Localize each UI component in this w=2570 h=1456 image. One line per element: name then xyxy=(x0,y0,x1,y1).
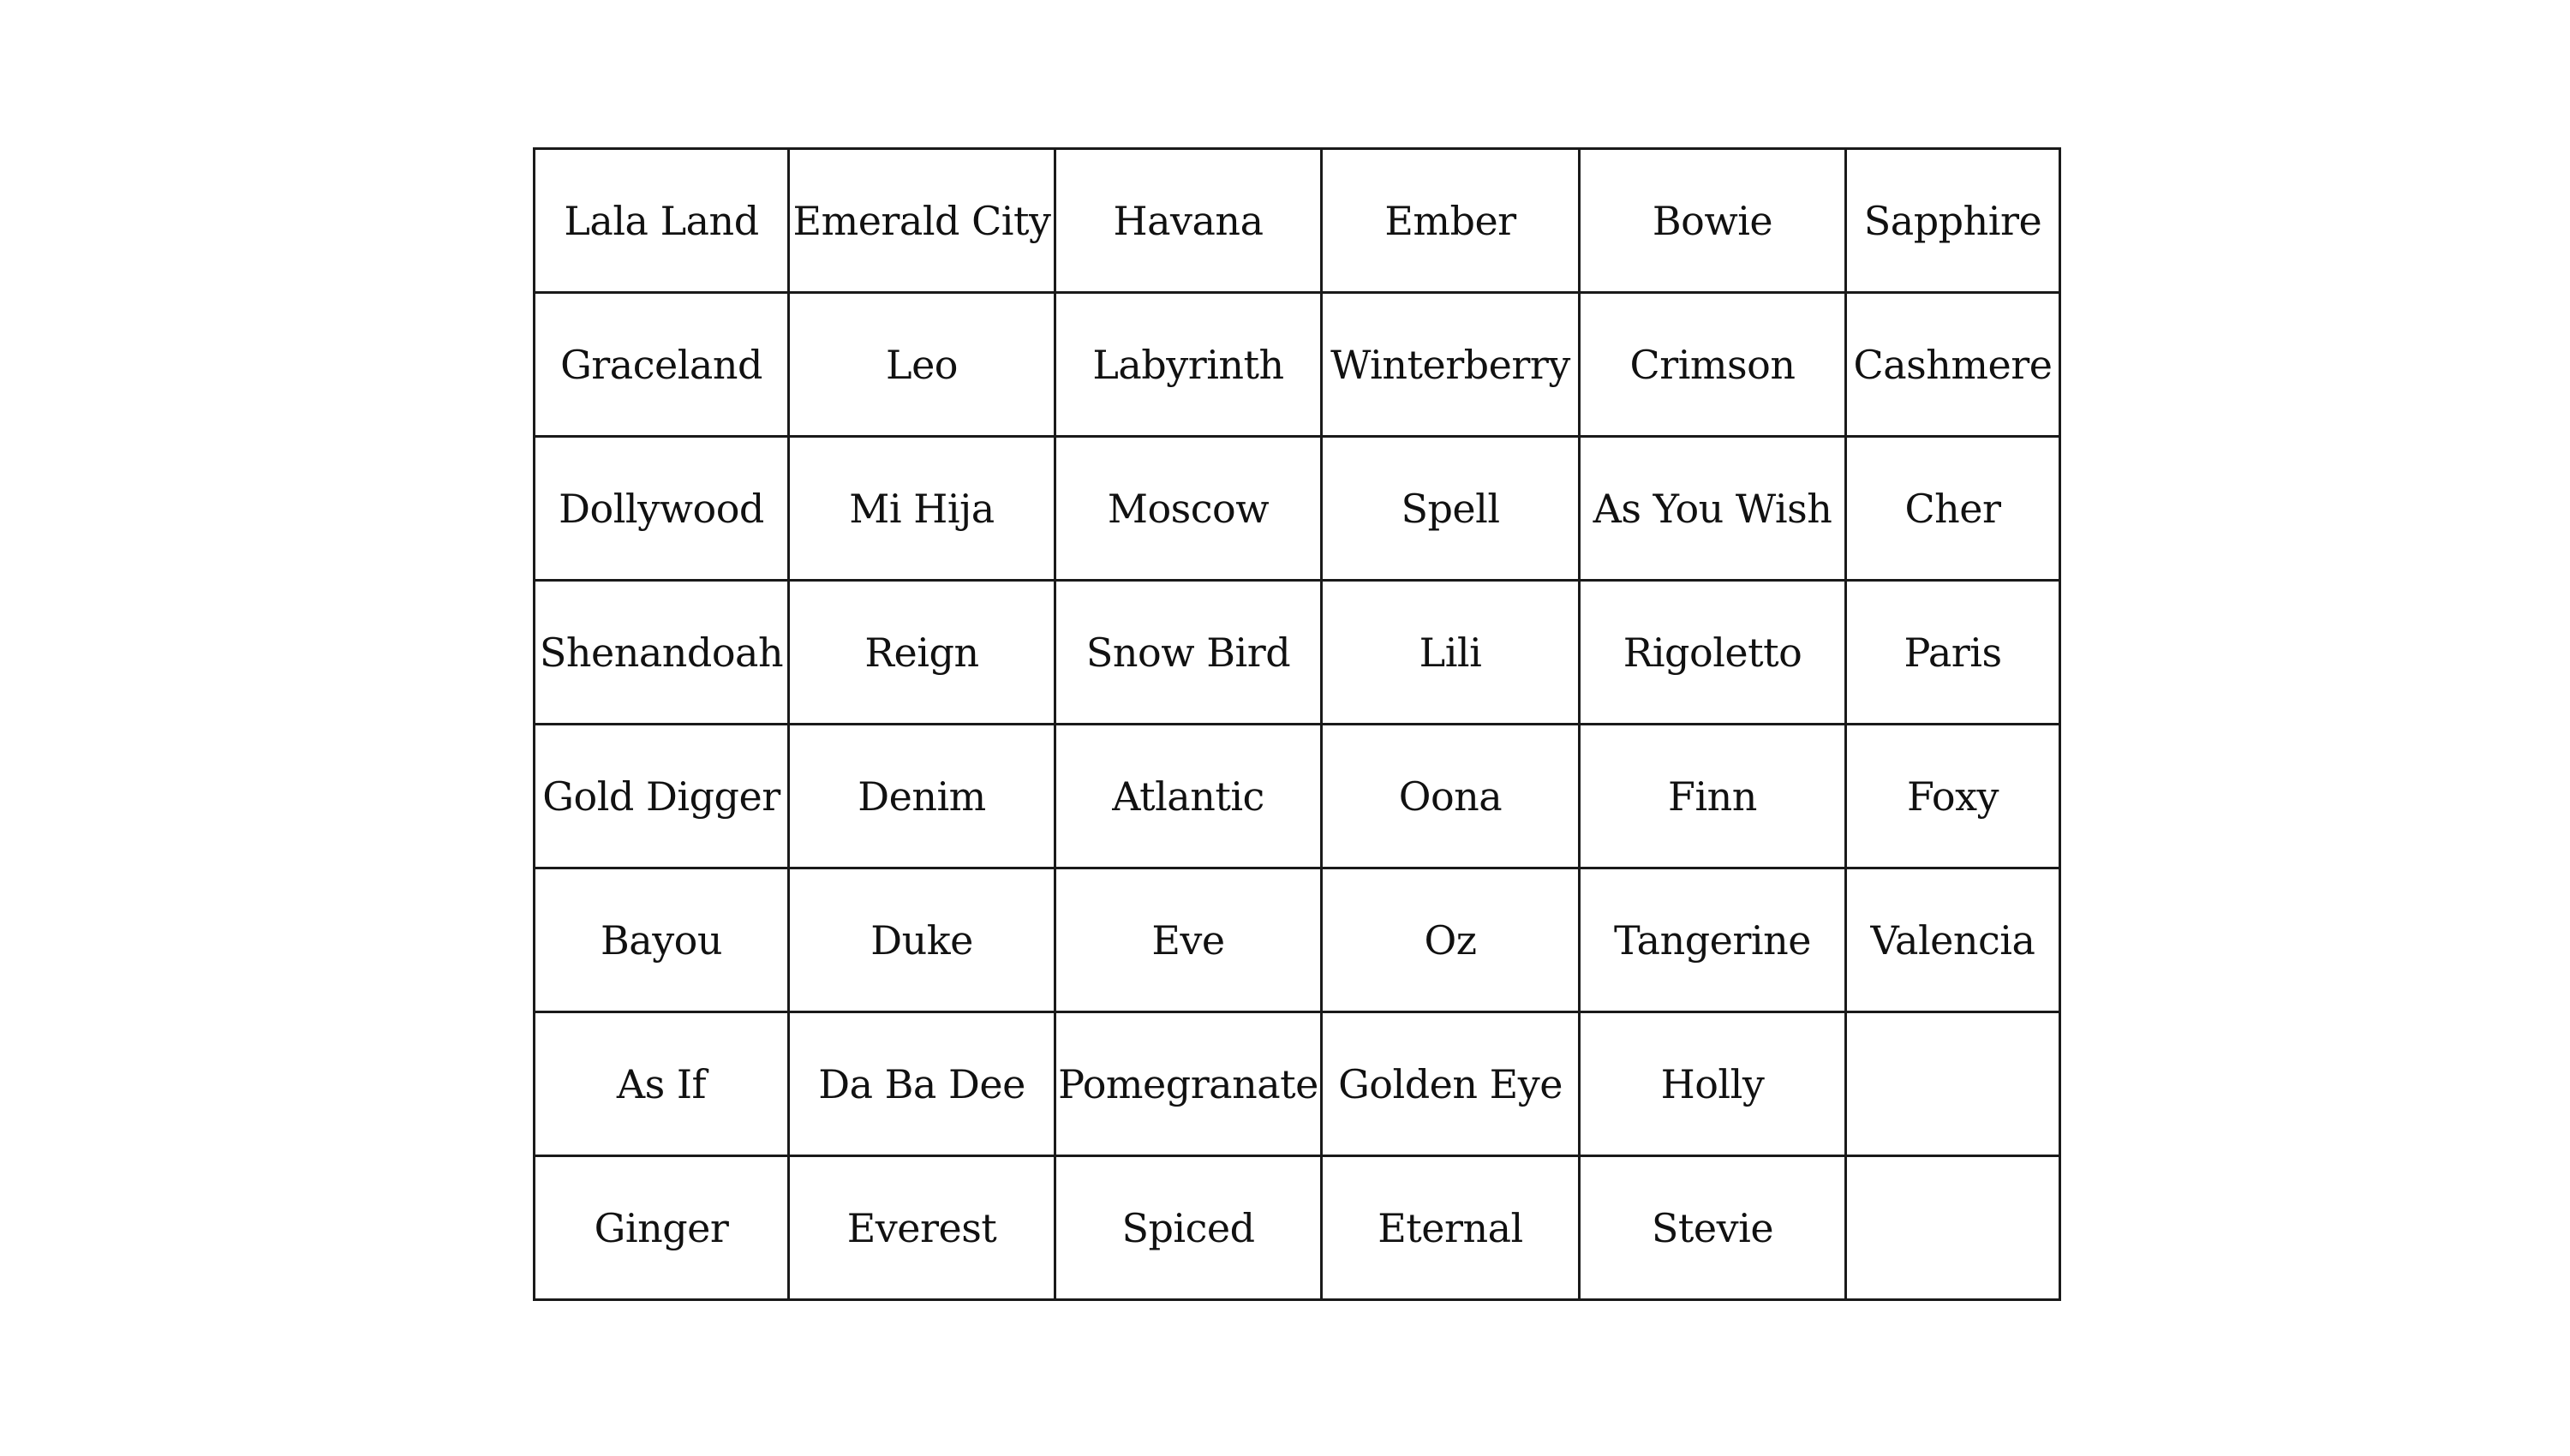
grid-cell: Emerald City xyxy=(789,149,1055,293)
name-grid-table xyxy=(533,147,2061,1301)
grid-cell: Lili xyxy=(1322,581,1580,725)
grid-cell: Ginger xyxy=(535,1156,789,1300)
grid-row xyxy=(535,868,2060,1012)
grid-cell: Tangerine xyxy=(1580,868,1846,1012)
grid-row xyxy=(535,581,2060,725)
grid-cell: Spiced xyxy=(1055,1156,1322,1300)
grid-cell: Everest xyxy=(789,1156,1055,1300)
grid-cell: As You Wish xyxy=(1580,437,1846,581)
grid-cell: Stevie xyxy=(1580,1156,1846,1300)
grid-cell: Atlantic xyxy=(1055,725,1322,868)
grid-cell: Oona xyxy=(1322,725,1580,868)
grid-cell: Spell xyxy=(1322,437,1580,581)
name-grid-body xyxy=(535,149,2060,1300)
grid-cell: Finn xyxy=(1580,725,1846,868)
grid-row xyxy=(535,293,2060,437)
grid-cell: Da Ba Dee xyxy=(789,1012,1055,1156)
grid-cell: Leo xyxy=(789,293,1055,437)
grid-cell: Ember xyxy=(1322,149,1580,293)
grid-row xyxy=(535,1012,2060,1156)
grid-cell xyxy=(1846,1156,2060,1300)
grid-cell: Winterberry xyxy=(1322,293,1580,437)
grid-cell: Rigoletto xyxy=(1580,581,1846,725)
grid-cell: Gold Digger xyxy=(535,725,789,868)
grid-cell: Eve xyxy=(1055,868,1322,1012)
grid-cell: Lala Land xyxy=(535,149,789,293)
grid-cell: Paris xyxy=(1846,581,2060,725)
grid-cell: Graceland xyxy=(535,293,789,437)
grid-cell: Moscow xyxy=(1055,437,1322,581)
grid-row xyxy=(535,437,2060,581)
grid-cell: Labyrinth xyxy=(1055,293,1322,437)
grid-cell xyxy=(1846,1012,2060,1156)
grid-row xyxy=(535,1156,2060,1300)
grid-cell: Holly xyxy=(1580,1012,1846,1156)
grid-row xyxy=(535,725,2060,868)
grid-row xyxy=(535,149,2060,293)
grid-cell: Mi Hija xyxy=(789,437,1055,581)
grid-cell: Oz xyxy=(1322,868,1580,1012)
grid-cell: Havana xyxy=(1055,149,1322,293)
grid-cell: Shenandoah xyxy=(535,581,789,725)
grid-cell: Reign xyxy=(789,581,1055,725)
grid-cell: Dollywood xyxy=(535,437,789,581)
grid-cell: Golden Eye xyxy=(1322,1012,1580,1156)
grid-cell: Eternal xyxy=(1322,1156,1580,1300)
grid-cell: Cher xyxy=(1846,437,2060,581)
grid-cell: Bowie xyxy=(1580,149,1846,293)
grid-cell: Crimson xyxy=(1580,293,1846,437)
grid-cell: Bayou xyxy=(535,868,789,1012)
grid-cell: As If xyxy=(535,1012,789,1156)
grid-cell: Foxy xyxy=(1846,725,2060,868)
grid-cell: Denim xyxy=(789,725,1055,868)
grid-cell: Cashmere xyxy=(1846,293,2060,437)
grid-cell: Valencia xyxy=(1846,868,2060,1012)
grid-cell: Sapphire xyxy=(1846,149,2060,293)
grid-cell: Snow Bird xyxy=(1055,581,1322,725)
grid-cell: Pomegranate xyxy=(1055,1012,1322,1156)
grid-cell: Duke xyxy=(789,868,1055,1012)
